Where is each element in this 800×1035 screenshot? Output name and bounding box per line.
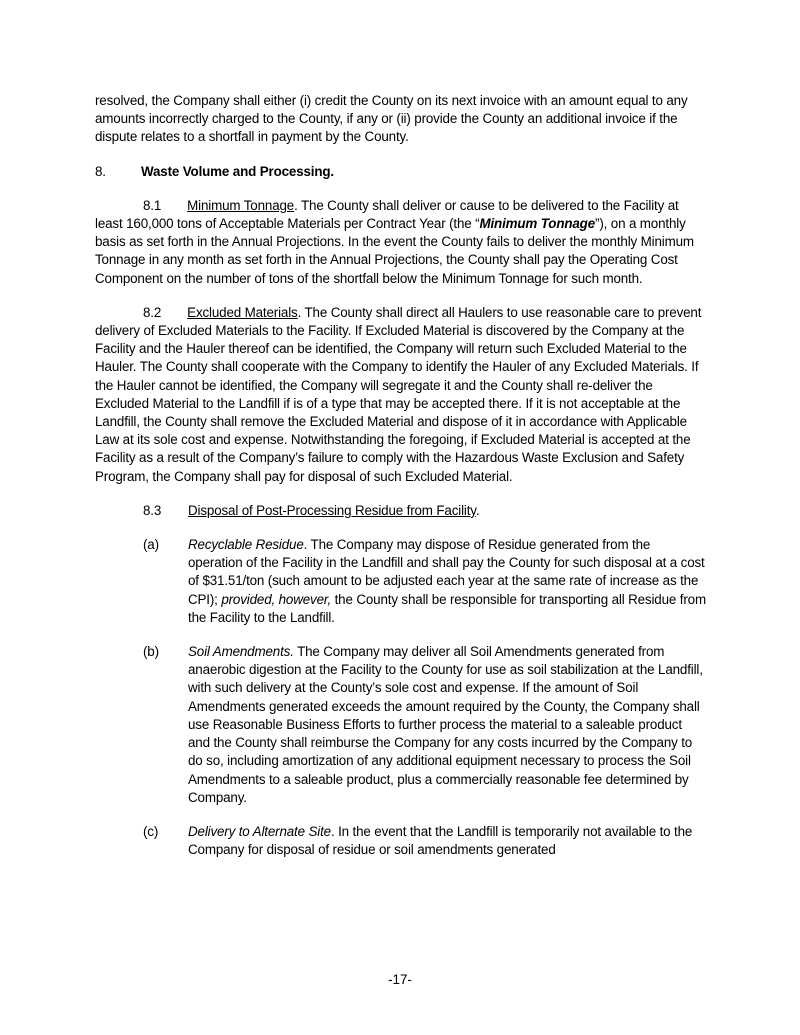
item-c-label: (c) bbox=[143, 823, 159, 839]
item-b-heading: Soil Amendments. bbox=[188, 644, 294, 660]
section-8-3-tail: . bbox=[475, 502, 480, 518]
section-8-3-heading: Disposal of Post-Processing Residue from Facility bbox=[188, 502, 476, 518]
page-number: -17- bbox=[388, 972, 412, 987]
item-c-body bbox=[188, 823, 707, 859]
section-8-2-text: . The County shall direct all Haulers to use reasonable care to prevent delivery of Excluded Materials to the Facility. If Excluded Material is discovered by the Company at the Facility and the Hauler thereof can be identified, the Company will return such Excluded Material to the Hauler. The County shall cooperate with the Company to identify the Hauler of any Excluded Materials. If the Hauler cannot be identified, the Company will segregate it and the County shall re-deliver the Excluded Material to the Landfill if is of a type that may be accepted there. If it is not acceptable at the Landfill, the County shall remove the Excluded Material and dispose of it in accordance with Applicable Law at its sole cost and expense. Notwithstanding the foregoing, if Excluded Material is accepted at the Facility as a result of the Company’s failure to comply with the Hazardous Waste Exclusion and Safety Program, the Company shall pay for disposal of such Excluded Material. bbox=[95, 304, 702, 484]
section-8-number: 8. bbox=[95, 163, 106, 179]
section-8-3-number: 8.3 bbox=[143, 502, 162, 518]
item-b-body bbox=[188, 643, 707, 807]
item-c bbox=[143, 823, 707, 859]
section-8-1-defined-term: Minimum Tonnage bbox=[479, 216, 596, 232]
item-a-body bbox=[188, 536, 707, 627]
item-a-heading: Recyclable Residue bbox=[188, 537, 304, 553]
item-c-text: . In the event that the Landfill is temporarily not available to the Company for disposal of residue or soil amendments generated bbox=[188, 823, 693, 858]
section-8-title: Waste Volume and Processing. bbox=[141, 163, 334, 179]
section-8-2-heading: Excluded Materials bbox=[187, 304, 298, 320]
item-a-proviso: provided, however, bbox=[221, 591, 332, 607]
item-a-text-b: the County shall be responsible for transporting all Residue from the Facility to the Landfill. bbox=[188, 591, 706, 625]
intro-paragraph: resolved, the Company shall either (i) credit the County on its next invoice with an amount equal to any amounts incorrectly charged to the County, if any or (ii) provide the County an additional invoice if the dispute relates to a shortfall in payment by the County. bbox=[95, 93, 688, 145]
item-b bbox=[143, 643, 707, 807]
item-c-heading: Delivery to Alternate Site bbox=[188, 823, 331, 839]
section-8-2-paragraph bbox=[95, 304, 707, 486]
section-8-1-text-a: . The County shall deliver or cause to be delivered to the Facility at least 160,000 tons of Acceptable Materials per Contract Year (the “ bbox=[95, 197, 679, 232]
page-content bbox=[95, 92, 707, 875]
item-a-label: (a) bbox=[143, 537, 159, 553]
section-8-2-number: 8.2 bbox=[143, 304, 162, 320]
section-8-heading bbox=[95, 163, 707, 181]
section-8-3-heading-line bbox=[143, 502, 707, 520]
section-8-1-heading: Minimum Tonnage bbox=[187, 197, 295, 213]
section-8-1-text-b: ”), on a monthly basis as set forth in the Annual Projections. In the event the County fails to deliver the monthly Minimum Tonnage in any month as set forth in the Annual Projections, the County shall pay the Operating Cost Component on the number of tons of the shortfall below the Minimum Tonnage for such month. bbox=[95, 216, 694, 286]
item-a-text-a: . The Company may dispose of Residue generated from the operation of the Facility in the Landfill and shall pay the County for such disposal at a cost of $31.51/ton (such amount to be adjusted each year at the same rate of increase as the CPI); bbox=[188, 537, 705, 607]
section-8-1-paragraph bbox=[95, 197, 707, 288]
section-8-1-number: 8.1 bbox=[143, 197, 162, 213]
item-a bbox=[143, 536, 707, 627]
item-b-text: The Company may deliver all Soil Amendments generated from anaerobic digestion at the Facility to the County for use as soil stabilization at the Landfill, with such delivery at the County’s sole cost and expense. If the amount of Soil Amendments generated exceeds the amount required by the County, the Company shall use Reasonable Business Efforts to further process the material to a saleable product and the County shall reimburse the Company for any costs incurred by the Company to do so, including amortization of any additional equipment necessary to process the Soil Amendments to a saleable product, plus a commercially reasonable fee determined by Company. bbox=[188, 644, 703, 805]
item-b-label: (b) bbox=[143, 644, 159, 660]
